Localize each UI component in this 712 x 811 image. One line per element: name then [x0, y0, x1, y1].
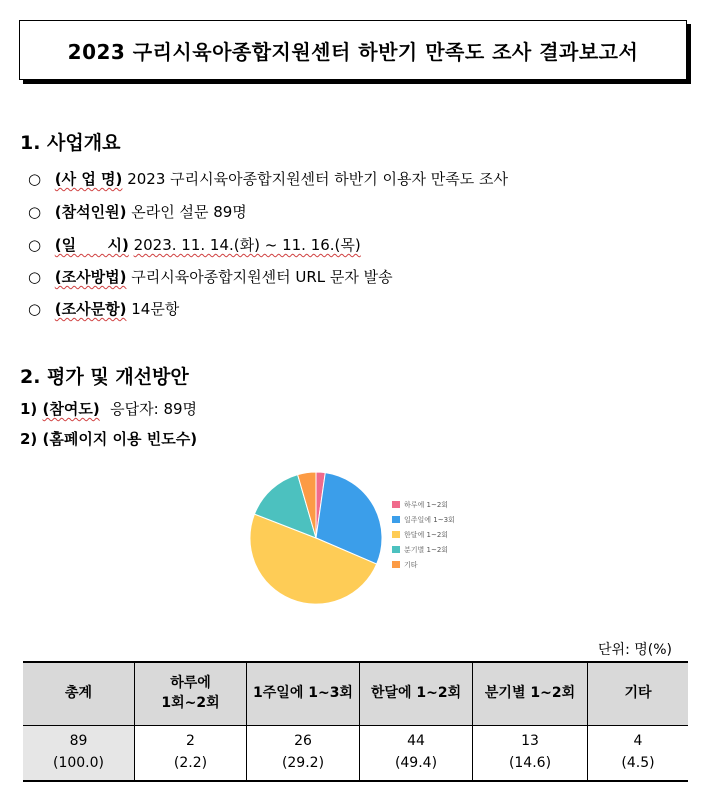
overview-value: 온라인 설문 89명 — [131, 203, 247, 221]
overview-value: 2023 구리시육아종합지원센터 하반기 이용자 만족도 조사 — [127, 170, 508, 188]
participation-label: (참여도) — [42, 400, 100, 418]
header-weekly: 1주일에 1~3회 — [247, 662, 360, 726]
cell-total — [23, 726, 135, 782]
circle-bullet-icon: ○ — [28, 300, 42, 318]
legend-label: 기타 — [404, 561, 418, 569]
overview-item-questions — [28, 298, 179, 319]
percent: (2.2) — [173, 755, 208, 771]
header-other: 기타 — [588, 662, 689, 726]
section1-heading: 1. 사업개요 — [20, 132, 121, 154]
header-total: 총계 — [23, 662, 135, 726]
circle-bullet-icon: ○ — [28, 268, 42, 286]
overview-value: 구리시육아종합지원센터 URL 문자 발송 — [131, 268, 393, 286]
cell-monthly — [360, 726, 473, 782]
section2-heading: 2. 평가 및 개선방안 — [20, 366, 189, 388]
cell-other — [588, 726, 689, 782]
cell-weekly — [247, 726, 360, 782]
legend-swatch — [392, 501, 400, 508]
overview-item-date — [28, 234, 361, 255]
count: 89 — [69, 733, 88, 750]
overview-value: 2023. 11. 14.(화) ~ 11. 16.(목) — [133, 236, 361, 254]
cell-daily — [135, 726, 247, 782]
count: 26 — [294, 733, 312, 750]
report-title: 2023 구리시육아종합지원센터 하반기 만족도 조사 결과보고서 — [19, 20, 687, 80]
circle-bullet-icon: ○ — [28, 203, 42, 221]
pie-legend — [392, 500, 455, 569]
legend-label: 하루에 1~2회 — [404, 501, 449, 509]
overview-label: (참석인원) — [54, 203, 127, 221]
count: 13 — [521, 733, 539, 750]
cell-quarterly — [473, 726, 588, 782]
overview-value: 14문항 — [131, 300, 180, 318]
percent: (4.5) — [621, 755, 655, 771]
overview-label: (사 업 명) — [54, 170, 123, 188]
overview-label: (일 시) — [54, 236, 129, 254]
sub-number: 1) — [20, 400, 38, 418]
overview-label: (조사문항) — [54, 300, 127, 318]
header-quarterly: 분기별 1~2회 — [473, 662, 588, 726]
count: 4 — [633, 733, 643, 750]
unit-label: 단위: 명(%) — [598, 642, 672, 658]
legend-swatch — [392, 516, 400, 523]
legend-label: 분기별 1~2회 — [404, 546, 449, 554]
table-row — [23, 726, 688, 782]
frequency-table — [23, 661, 688, 782]
overview-item-name — [28, 168, 508, 189]
legend-label: 한달에 1~2회 — [404, 531, 449, 539]
percent: (29.2) — [281, 755, 325, 771]
legend-label: 일주일에 1~3회 — [404, 516, 455, 524]
frequency-pie-chart — [240, 470, 480, 605]
header-monthly: 한달에 1~2회 — [360, 662, 473, 726]
table-header-row — [23, 662, 688, 726]
count: 2 — [186, 733, 195, 750]
participation-value: 응답자: 89명 — [110, 400, 198, 418]
overview-label: (조사방법) — [54, 268, 127, 286]
homepage-frequency-heading: 2) (홈페이지 이용 빈도수) — [20, 430, 198, 448]
legend-swatch — [392, 561, 400, 568]
header-daily: 하루에 1회~2회 — [135, 662, 247, 726]
count: 44 — [407, 733, 425, 750]
participation-line — [20, 398, 197, 419]
circle-bullet-icon: ○ — [28, 170, 42, 188]
percent: (14.6) — [508, 755, 552, 771]
overview-item-participants — [28, 201, 247, 222]
legend-swatch — [392, 546, 400, 553]
legend-swatch — [392, 531, 400, 538]
overview-item-method — [28, 266, 393, 287]
circle-bullet-icon: ○ — [28, 236, 42, 254]
percent: (49.4) — [394, 755, 438, 771]
pie-slices — [250, 472, 382, 604]
percent: (100.0) — [52, 755, 104, 771]
